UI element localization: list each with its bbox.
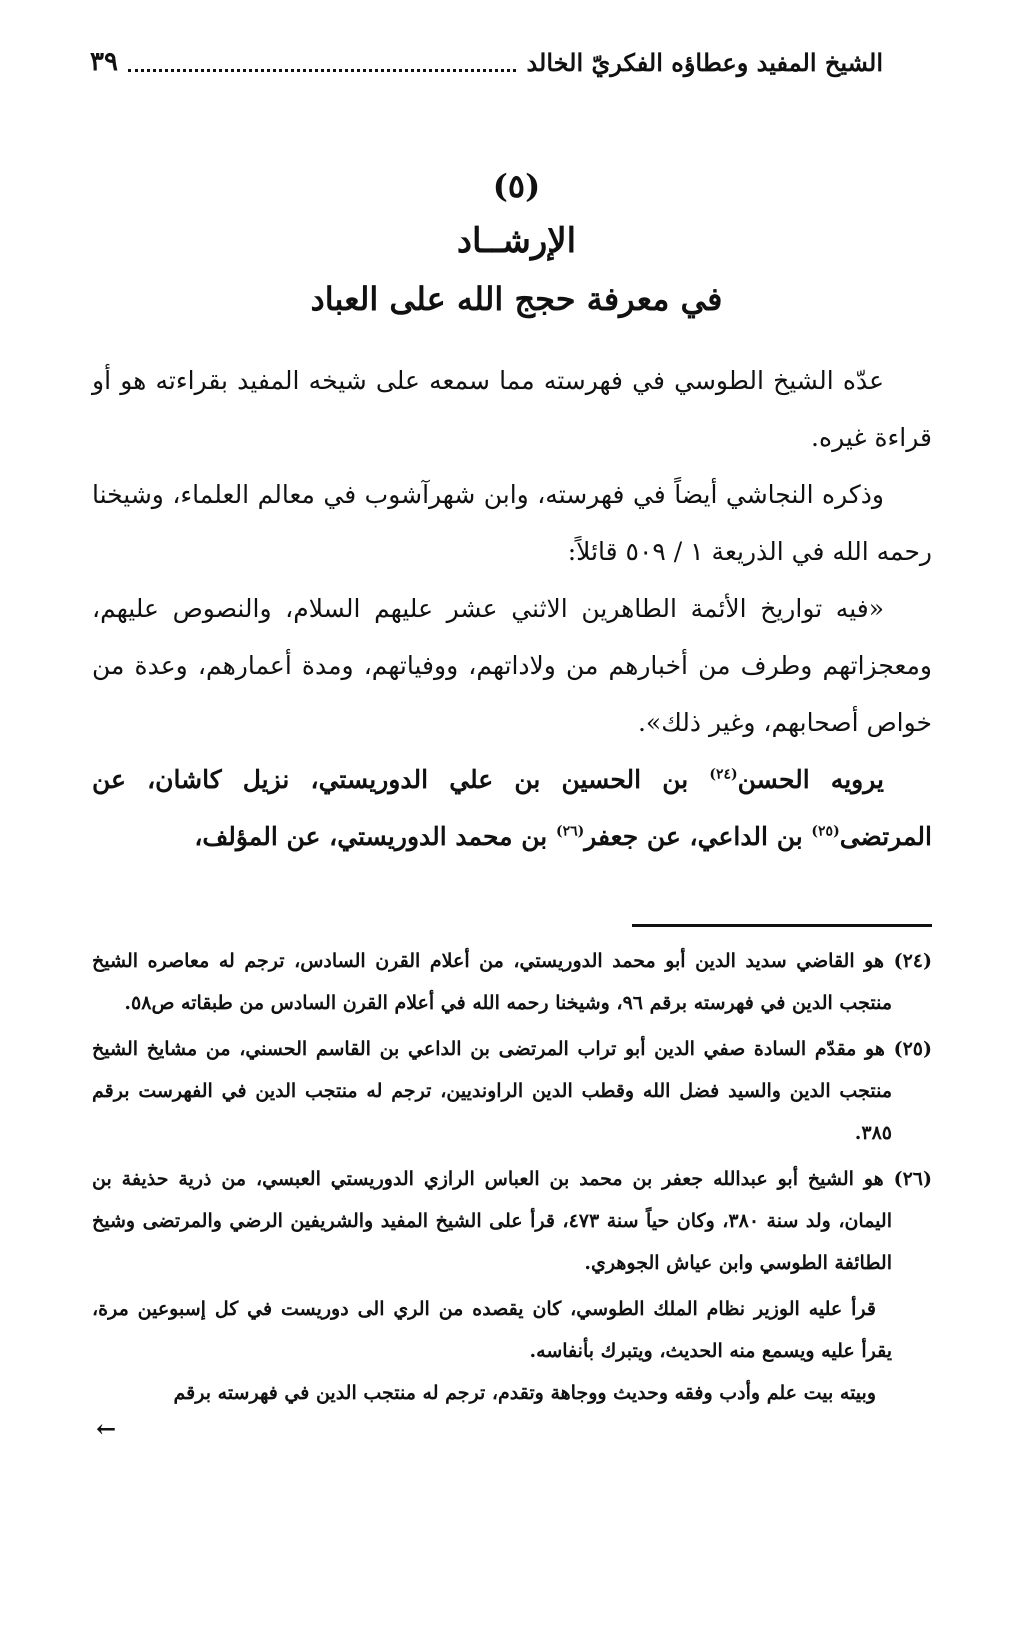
footnote-26-continuation-2: وبيته بيت علم وأدب وفقه وحديث ووجاهة وتقدم، ترجم له منتجب الدين في فهرسته برقم xyxy=(173,1382,876,1404)
paragraph-4 xyxy=(92,751,932,865)
p4-part-b: بن الحسين بن علي الدوريستي، نزيل كاشان، عن المرتضى xyxy=(92,765,932,851)
section-title: الإرشــاد xyxy=(456,221,577,261)
footnote-24 xyxy=(92,940,932,1024)
leader-dots xyxy=(128,69,517,72)
footnote-25 xyxy=(92,1028,932,1154)
running-title: الشيخ المفيد وعطاؤه الفكريّ الخالد xyxy=(526,47,883,77)
p4-part-d: بن محمد الدوريستي، عن المؤلف، xyxy=(194,822,556,851)
body-text xyxy=(92,352,932,865)
footnote-ref-25: (٢٥) xyxy=(811,823,840,840)
footnote-ref-24: (٢٤) xyxy=(709,766,738,783)
footnote-ref-26: (٢٦) xyxy=(555,823,585,840)
footnote-24-text: هو القاضي سديد الدين أبو محمد الدوريستي، من أعلام القرن السادس، ترجم له معاصره الشيخ منتجب الدين في فهرسته برقم ٩٦، وشيخنا رحمه الله في أعلام القرن السادس من طبقاته ص٥٨. xyxy=(92,950,894,1014)
footnote-26-text: هو الشيخ أبو عبدالله جعفر بن محمد بن العباس الرازي الدوريستي العبسي، من ذرية حذيفة بن اليمان، ولد سنة ٣٨٠، وكان حياً سنة ٤٧٣، قرأ على الشيخ المفيد والشريفين الرضي والمرتضى وشيخ الطائفة الطوسي وابن عياش الجوهري. xyxy=(92,1168,894,1274)
footnote-26-number: (٢٦) xyxy=(893,1168,932,1190)
footnote-separator xyxy=(632,924,932,927)
paragraph-2: وذكره النجاشي أيضاً في فهرسته، وابن شهرآشوب في معالم العلماء، وشيخنا رحمه الله في الذريعة ١ / ٥٠٩ قائلاً: xyxy=(92,480,932,566)
section-subtitle: في معرفة حجج الله على العباد xyxy=(310,280,723,318)
footnote-26 xyxy=(92,1158,932,1284)
footnote-25-text: هو مقدّم السادة صفي الدين أبو تراب المرتضى بن الداعي بن القاسم الحسني، من مشايخ الشيخ منتجب الدين والسيد فضل الله وقطب الدين الراونديين، ترجم له منتجب الدين في الفهرست برقم ٣٨٥. xyxy=(92,1038,894,1144)
continued-arrow-icon: ← xyxy=(96,1414,117,1443)
section-number: (٥) xyxy=(492,167,541,205)
footnote-25-number: (٢٥) xyxy=(893,1038,932,1060)
p4-part-a: يرويه الحسن xyxy=(737,765,884,794)
footnote-24-number: (٢٤) xyxy=(893,950,932,972)
quoted-paragraph: «فيه تواريخ الأئمة الطاهرين الاثني عشر عليهم السلام، والنصوص عليهم، ومعجزاتهم وطرف من أخبارهم من ولاداتهم، ووفياتهم، ومدة أعمارهم، وعدة من خواص أصحابهم، وغير ذلك». xyxy=(92,594,932,737)
p4-part-c: بن الداعي، عن جعفر xyxy=(584,822,812,851)
page-number: ٣٩ xyxy=(90,47,118,77)
page-header xyxy=(90,42,883,82)
paragraph-1: عدّه الشيخ الطوسي في فهرسته مما سمعه على شيخه المفيد بقراءته هو أو قراءة غيره. xyxy=(92,366,932,452)
section-heading xyxy=(0,160,1033,328)
footnote-26-continuation-1: قرأ عليه الوزير نظام الملك الطوسي، كان يقصده من الري الى دوريست في كل إسبوعين مرة، يقرأ عليه ويسمع منه الحديث، ويتبرك بأنفاسه. xyxy=(92,1298,892,1362)
footnotes xyxy=(92,940,932,1444)
